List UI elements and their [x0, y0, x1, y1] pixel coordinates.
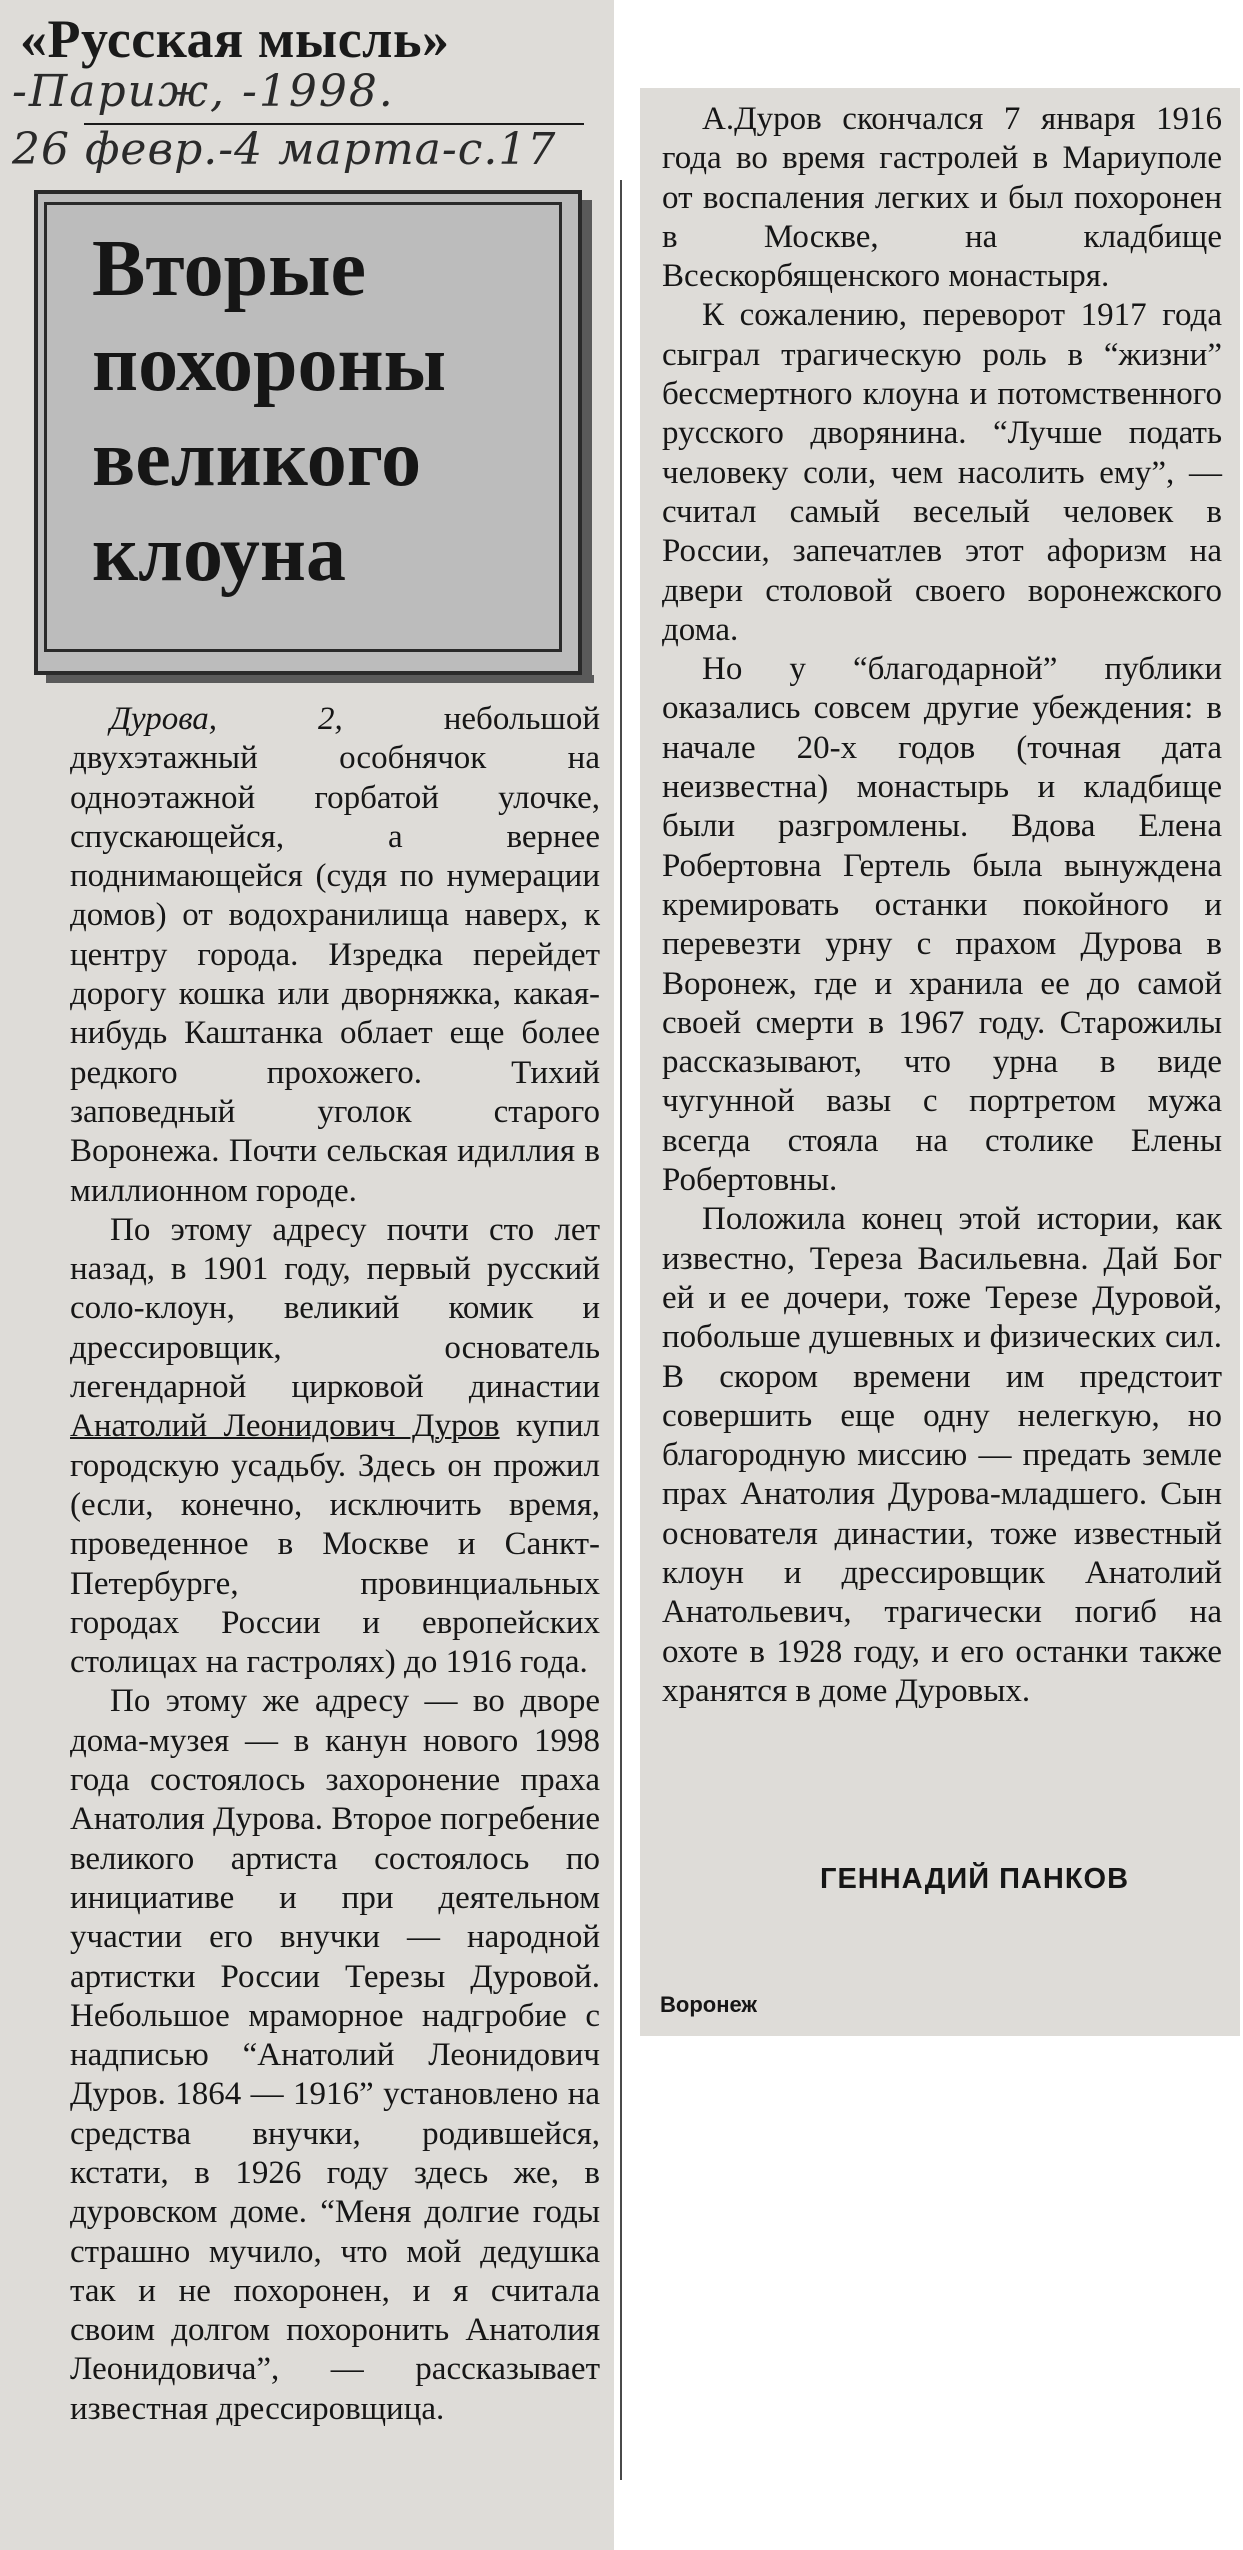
- newspaper-masthead: «Русская мысль»: [20, 9, 450, 69]
- headline-frame-shadow-side: [582, 200, 592, 683]
- handwritten-date-note: 26 февр.-4 марта-с.17: [12, 124, 557, 175]
- handwritten-source-note: -Париж, -1998.: [12, 66, 395, 117]
- article-left-column: [70, 700, 600, 2429]
- headline-line: великого: [92, 415, 422, 503]
- article-paragraph: По этому же адресу — во дворе дома-музея — в канун нового 1998 года состоялось захоронение праха Анатолия Дурова. Второе погребение великого артиста состоялось по инициативе и при деятельном участии его внучки — народной артистки России Терезы Дуровой. Небольшое мраморное надгробие с надписью “Анатолий Леонидович Дуров. 1864 — 1916” установлено на средства внучки, родившейся, кстати, в 1926 году здесь же, в дуровском доме. “Меня долгие годы страшно мучило, что мой дедушка так и не похоронен, и я считала своим долгом похоронить Анатолия Леонидовича”, — рассказывает известная дрессировщица.: [70, 1683, 600, 2427]
- underlined-name: Анатолий Леонидович Дуров: [70, 1408, 500, 1445]
- article-paragraph: Положила конец этой истории, как известно, Тереза Васильевна. Дай Бог ей и ее дочери, тоже Терезе Дуровой, побольше душевных и физических сил. В скором времени им предстоит совершить еще одну нелегкую, но благородную миссию — предать земле прах Анатолия Дурова-младшего. Сын основателя династии, тоже известный клоун и дрессировщик Анатолий Анатольевич, трагически погиб на охоте в 1928 году, и его останки также хранятся в доме Дуровых.: [662, 1201, 1222, 1709]
- headline-line: похороны: [92, 320, 447, 408]
- article-paragraph: [70, 1211, 600, 1683]
- article-paragraph: [70, 700, 600, 1211]
- article-paragraph: А.Дуров скончался 7 января 1916 года во время гастролей в Мариуполе от воспаления легких и был похоронен в Москве, на кладбище Всескорбященского монастыря.: [662, 101, 1222, 295]
- headline-line: Вторые: [92, 225, 367, 313]
- paragraph-text: небольшой двухэтажный особнячок на одноэтажной горбатой улочке, спускающейся, а вернее поднимающейся (судя по нумерации домов) от водохранилища наверх, к центру города. Изредка перейдет дорогу кошка или дворняжка, какая-нибудь Каштанка облает еще более редкого прохожего. Тихий заповедный уголок старого Воронежа. Почти сельская идиллия в миллионном городе.: [70, 701, 600, 1209]
- article-paragraph: Но у “благодарной” публики оказались совсем другие убеждения: в начале 20-х годов (точная дата неизвестна) монастырь и кладбище были разгромлены. Вдова Елена Робертовна Гертель была вынуждена кремировать останки покойного и перевезти урну с прахом Дурова в Воронеж, где и хранила ее до самой своей смерти в 1967 году. Старожилы рассказывают, что урна в виде чугунной вазы с портретом мужа всегда стояла на столике Елены Робертовны.: [662, 651, 1222, 1199]
- article-right-column: [662, 100, 1222, 1711]
- paragraph-text: По этому адресу почти сто лет назад, в 1901 году, первый русский соло-клоун, великий комик и дрессировщик, основатель легендарной цирковой династии: [70, 1211, 600, 1406]
- paragraph-text: купил городскую усадьбу. Здесь он прожил (если, конечно, исключить время, проведенное в Москве и Санкт-Петербурге, провинциальных городах России и европейских столицах на гастролях) до 1916 года.: [70, 1408, 601, 1681]
- author-signature: ГЕННАДИЙ ПАНКОВ: [820, 1863, 1130, 1895]
- headline-frame-shadow: [46, 675, 594, 683]
- article-headline: [92, 222, 446, 602]
- column-divider: [620, 180, 622, 2480]
- article-paragraph: К сожалению, переворот 1917 года сыграл трагическую роль в “жизни” бессмертного клоуна и потомственного русского дворянина. “Лучше подать человеку соли, чем насолить ему”, — считал самый веселый человек в России, запечатлев этот афоризм на двери столовой своего воронежского дома.: [662, 297, 1222, 648]
- address-lead: Дурова, 2,: [110, 701, 343, 737]
- headline-line: клоуна: [92, 510, 347, 598]
- dateline: Воронеж: [660, 1992, 758, 2017]
